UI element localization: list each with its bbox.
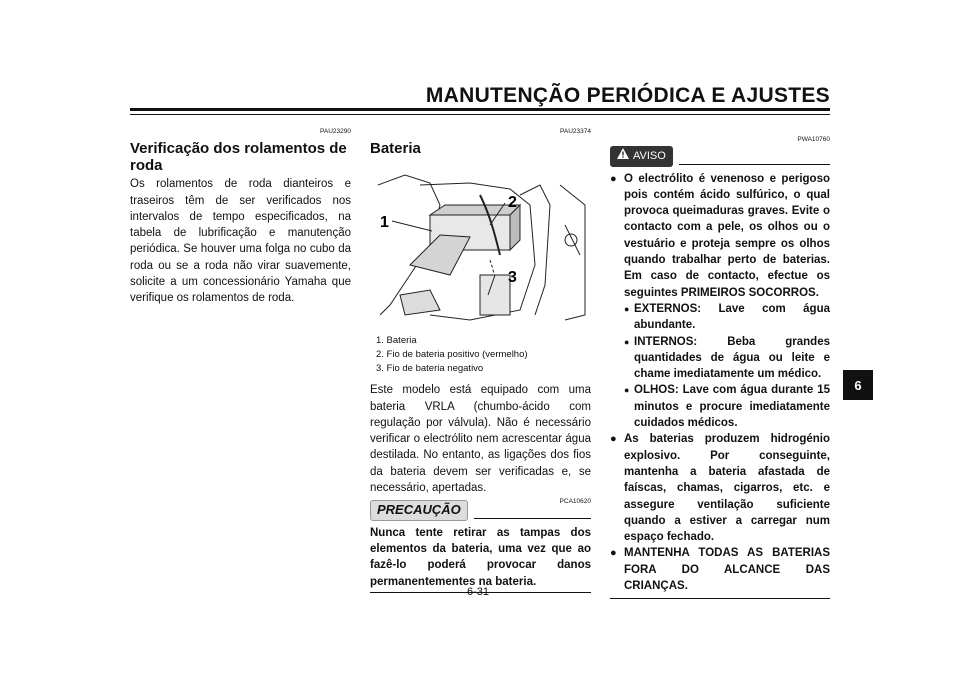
caution-block — [370, 497, 591, 592]
legend-item: 3. Fio de bateria negativo — [376, 363, 484, 375]
caution-label: PRECAUÇÃO — [370, 500, 468, 520]
header-rule-thick — [130, 108, 830, 111]
warning-end-rule — [610, 598, 830, 599]
header-rule-thin — [130, 114, 830, 115]
warning-sub-bullet — [624, 334, 830, 383]
section-heading: Verificação dos rolamentos de roda — [130, 140, 347, 175]
callout-3: 3 — [508, 269, 517, 287]
bullet-text: MANTENHA TODAS AS BATERIAS FORA DO ALCANCE DAS CRIANÇAS. — [624, 547, 830, 593]
caution-code: PCA10620 — [559, 497, 591, 505]
warning-triangle-icon — [617, 148, 629, 164]
bullet-icon: ● — [610, 172, 617, 185]
column-wheel-bearings — [130, 128, 351, 307]
legend-item: 2. Fio de bateria positivo (vermelho) — [376, 349, 528, 361]
chapter-tab: 6 — [843, 370, 873, 400]
sub-bullet-text: OLHOS: Lave com água durante 15 minutos e procure imediatamente cuidados médicos. — [634, 384, 830, 430]
figure-legend — [376, 334, 591, 376]
bullet-icon: ● — [610, 547, 617, 560]
bullet-icon: ● — [624, 303, 630, 314]
warning-bullet — [610, 545, 830, 594]
page-header-title: MANUTENÇÃO PERIÓDICA E AJUSTES — [425, 84, 830, 107]
caution-text: Nunca tente retirar as tampas dos elementos da bateria, uma vez que ao fazê-lo poderá provocar danos permanentementes na bateria. — [370, 526, 591, 588]
column-warning — [610, 136, 830, 599]
section-code: PAU23374 — [560, 128, 591, 135]
battery-figure — [370, 165, 591, 328]
warning-label — [610, 146, 673, 166]
warning-bullet — [610, 431, 830, 545]
bullet-icon: ● — [624, 336, 630, 347]
warning-sub-bullet — [624, 301, 830, 334]
bullet-icon: ● — [610, 433, 617, 446]
sub-bullet-text: EXTERNOS: Lave com água abundante. — [634, 302, 830, 332]
legend-item: 1. Bateria — [376, 335, 417, 347]
callout-2: 2 — [508, 194, 517, 212]
section-body: Os rolamentos de roda dianteiros e traseiros têm de ser verificados nos intervalos de tempo especificados, na tabela de lubrificação e manutenção periódica. Se houver uma folga no cubo da roda ou se a roda não virar suavemente, solicite a um concessionário Yamaha que verifique os rolamentos de roda. — [130, 178, 351, 305]
bullet-text: O electrólito é venenoso e perigoso pois contém ácido sulfúrico, o qual provoca queimaduras graves. Evite o contacto com a pele, os olhos ou o vestuário e proteja sempre os olhos quando trabalhar perto de baterias. Em caso de contacto, efectue os seguintes PRIMEIROS SOCORROS. — [624, 172, 830, 299]
warning-sub-bullet — [624, 382, 830, 431]
warning-code: PWA10760 — [797, 136, 830, 143]
sub-bullet-text: INTERNOS: Beba grandes quantidades de água ou leite e chame imediatamente um médico. — [634, 335, 830, 381]
warning-label-text: AVISO — [633, 150, 666, 163]
callout-1: 1 — [380, 214, 389, 232]
section-heading: Bateria — [370, 140, 421, 158]
column-battery — [370, 128, 591, 593]
warning-content — [610, 171, 830, 595]
warning-bullet — [610, 171, 830, 301]
battery-illustration — [370, 165, 591, 328]
section-body: Este modelo está equipado com uma bateria VRLA (chumbo-ácido com regulação por válvula). Não é necessário verificar o electrólito nem acrescentar água destilada. No entanto, as ligações dos fios da bateria devem ser verificadas e, se necessário, apertadas. — [370, 384, 591, 495]
section-code: PAU23290 — [320, 128, 351, 135]
bullet-text: As baterias produzem hidrogénio explosivo. Por conseguinte, mantenha a bateria afastada de faíscas, chamas, cigarros, etc. e assegure ventilação suficiente quando a estiver a carregar num espaço fechado. — [624, 433, 830, 544]
bullet-icon: ● — [624, 385, 630, 396]
page-number: 6-31 — [467, 586, 490, 598]
